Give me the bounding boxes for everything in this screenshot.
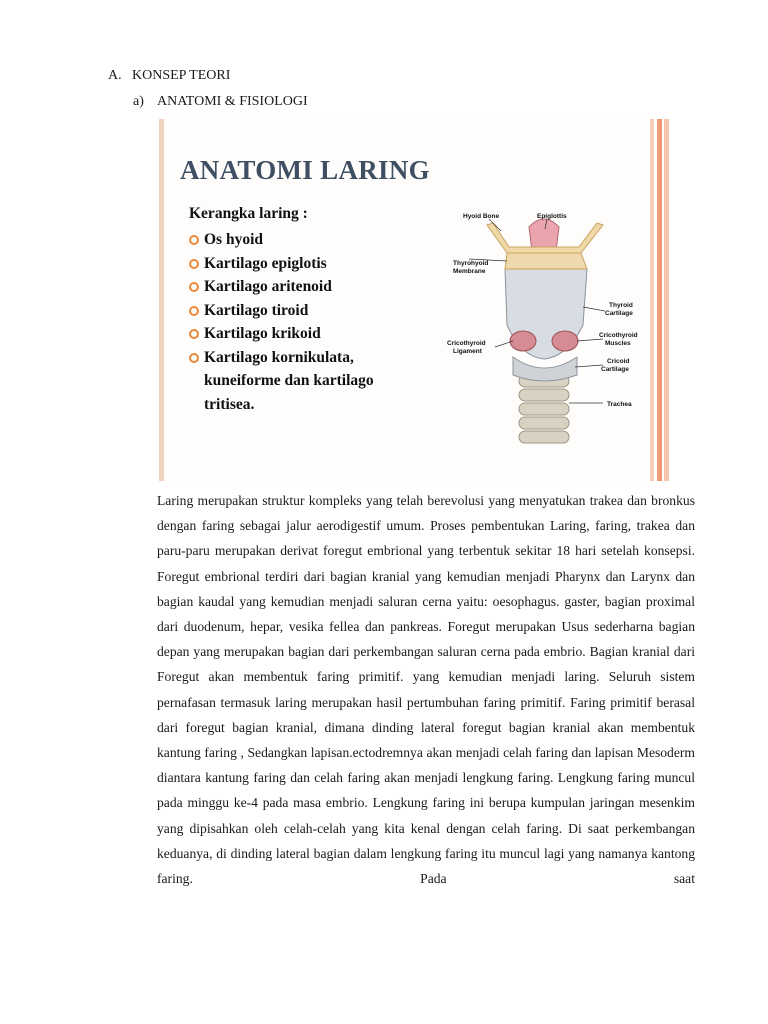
bullet-icon	[189, 282, 199, 292]
larynx-illustration	[447, 207, 647, 447]
list-item: Kartilago krikoid	[189, 322, 374, 346]
skeleton-list	[189, 228, 374, 416]
list-item: Kartilago aritenoid	[189, 275, 374, 299]
label-cricoid-1: Cricoid	[607, 358, 630, 365]
label-trachea: Trachea	[607, 401, 632, 408]
figure-subtitle: Kerangka laring :	[189, 205, 308, 222]
label-cricothyroid-ligament-1: Cricothyroid	[447, 340, 486, 347]
list-item: Kartilago tiroid	[189, 299, 374, 323]
body-paragraph: Laring merupakan struktur kompleks yang telah berevolusi yang menyatukan trakea dan bronkus dengan faring sebagai jalur aerodigestif umum. Proses pembentukan Laring, faring, trakea dan paru-paru merupakan derivat foregut embrional yang terbentuk sekitar 18 hari setelah konsepsi. Foregut embrional terdiri dari bagian kranial yang kemudian menjadi Pharynx dan Larynx dan bagian kaudal yang kemudian menjadi saluran cerna yaitu: oesophagus. gaster, bagian proximal dari duodenum, hepar, vesika fellea dan pankreas. Foregut merupakan Usus sederharna bagian depan yang merupakan bagian dari perkembangan saluran cerna pada embrio. Bagian kranial dari Foregut akan membentuk faring primitif. yang kemudian menjadi laring. Seluruh sistem pernafasan termasuk laring merupakan hasil pertumbuhan faring primitif. Faring primitif berasal dari foregut bagian kranial, dimana dinding lateral foregut bagian kranial akan membentuk kantung faring , Sedangkan lapisan.ectodremnya akan menjadi celah faring dan lapisan Mesoderm diantara kantung faring dan celah faring akan menjadi lengkung faring. Lengkung faring muncul pada minggu ke-4 pada masa embrio. Lengkung faring ini berupa kumpulan jaringan mesenkim yang dipisahkan oleh celah-celah yang kita kenal dengan celah faring. Di saat perkembangan keduanya, di dinding lateral bagian dalam lengkung faring itu muncul lagi yang namanya kantong faring. Pada saat	[157, 493, 695, 887]
label-hyoid-bone: Hyoid Bone	[463, 213, 500, 220]
label-thyrohyoid-2: Membrane	[453, 268, 486, 275]
section-heading	[108, 68, 230, 84]
label-cricothyroid-muscles-2: Muscles	[605, 340, 631, 347]
section-number: A.	[108, 68, 122, 83]
bullet-icon	[189, 306, 199, 316]
label-thyroid-2: Cartilage	[605, 310, 633, 317]
label-cricothyroid-ligament-2: Ligament	[453, 348, 482, 355]
subsection-title: ANATOMI & FISIOLOGI	[157, 94, 308, 109]
bullet-icon	[189, 235, 199, 245]
list-item: Kartilago kornikulata, kuneiforme dan kartilago tritisea.	[189, 346, 374, 417]
list-item: Kartilago epiglotis	[189, 252, 374, 276]
section-title: KONSEP TEORI	[132, 68, 231, 83]
anatomy-figure	[159, 119, 669, 481]
figure-right-stripes	[647, 119, 669, 481]
label-cricothyroid-muscles-1: Cricothyroid	[599, 332, 638, 339]
bullet-icon	[189, 353, 199, 363]
label-epiglottis: Epiglottis	[537, 213, 567, 220]
label-cricoid-2: Cartilage	[601, 366, 629, 373]
bullet-icon	[189, 259, 199, 269]
subsection-heading	[133, 94, 308, 110]
label-thyrohyoid-1: Thyrohyoid	[453, 260, 489, 267]
label-thyroid-1: Thyroid	[609, 302, 633, 309]
larynx-drawing	[469, 219, 605, 443]
list-item: Os hyoid	[189, 228, 374, 252]
subsection-number: a)	[133, 94, 144, 109]
figure-left-border	[159, 119, 164, 481]
bullet-icon	[189, 329, 199, 339]
figure-title: ANATOMI LARING	[180, 155, 430, 185]
